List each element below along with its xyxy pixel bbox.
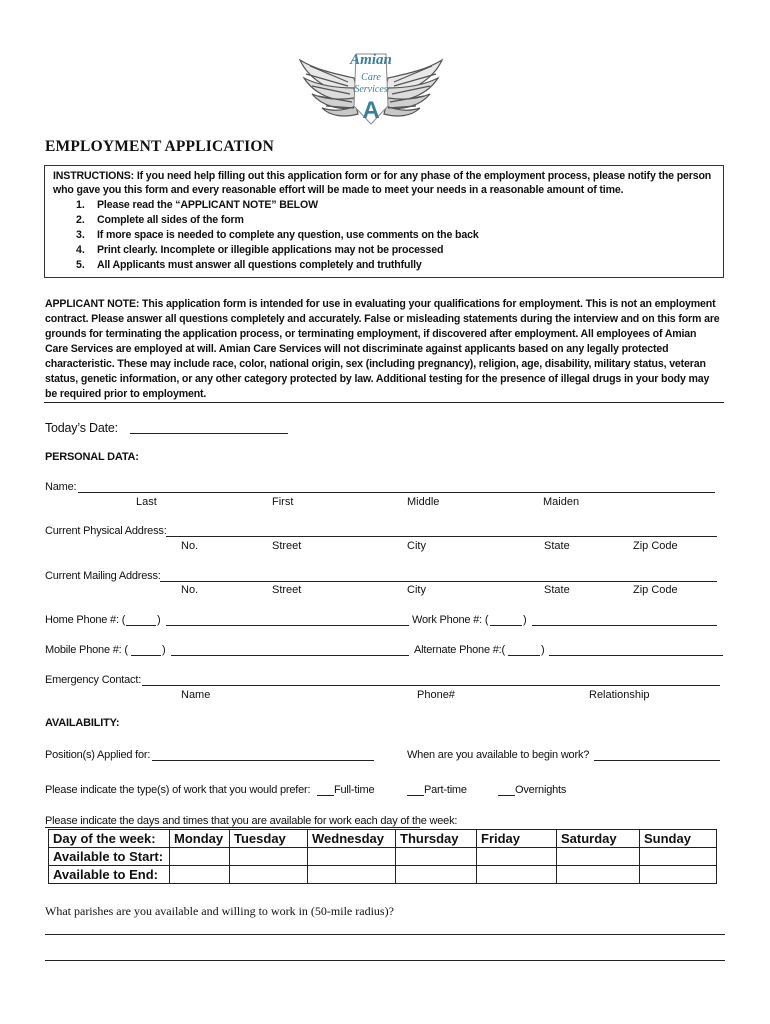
name-label: Name:	[45, 481, 77, 493]
instructions-line-1: INSTRUCTIONS: If you need help filling out this application form or for any phase of the employment process, please notify the person	[53, 170, 712, 182]
begin-work-field[interactable]	[594, 760, 720, 761]
availability-heading: AVAILABILITY:	[45, 717, 120, 729]
address-no-caption: No.	[181, 540, 199, 552]
address-zip-caption: Zip Code	[633, 584, 678, 596]
instructions-item-text: All Applicants must answer all questions completely and truthfully	[97, 259, 422, 271]
applicant-note-line: grounds for terminating the application process, or terminating employment, if discovered after employment. All employees of Amian	[45, 328, 697, 340]
day-header-sunday: Sunday	[640, 830, 717, 848]
start-cell-saturday[interactable]	[557, 848, 640, 866]
paren: )	[541, 644, 545, 656]
paren: )	[523, 614, 527, 626]
address-no-caption: No.	[181, 584, 199, 596]
name-maiden-caption: Maiden	[543, 496, 580, 508]
applicant-note-line: be required prior to employment.	[45, 388, 207, 400]
address-city-caption: City	[407, 540, 426, 552]
overnights-checkbox[interactable]	[498, 795, 515, 796]
address-street-caption: Street	[272, 540, 302, 552]
logo-text-amian: Amian	[350, 52, 392, 68]
logo-text-care: Care	[361, 72, 381, 83]
fulltime-option: Full-time	[334, 784, 375, 796]
row-header-end: Available to End:	[49, 866, 170, 884]
emergency-phone-caption: Phone#	[417, 689, 455, 701]
instructions-item-text: If more space is needed to complete any question, use comments on the back	[97, 229, 479, 241]
parishes-answer-line-2[interactable]	[45, 960, 725, 961]
start-cell-tuesday[interactable]	[230, 848, 308, 866]
emergency-contact-label: Emergency Contact:	[45, 674, 142, 686]
start-cell-friday[interactable]	[477, 848, 557, 866]
alternate-phone-area-code[interactable]	[508, 655, 540, 656]
applicant-note-line: characteristic. These may include race, color, national origin, sex (including pregnancy), religion, age, disability, military status, veteran	[45, 358, 706, 370]
alternate-phone-field[interactable]	[549, 655, 723, 656]
instructions-item-text: Print clearly. Incomplete or illegible applications may not be processed	[97, 244, 444, 256]
parishes-answer-line-1[interactable]	[45, 934, 725, 935]
day-header-saturday: Saturday	[557, 830, 640, 848]
address-zip-caption: Zip Code	[633, 540, 678, 552]
day-header-wednesday: Wednesday	[308, 830, 396, 848]
address-state-caption: State	[544, 584, 570, 596]
work-type-label: Please indicate the type(s) of work that you would prefer:	[45, 784, 311, 796]
start-cell-sunday[interactable]	[640, 848, 717, 866]
begin-work-label: When are you available to begin work?	[407, 749, 590, 761]
table-row	[49, 866, 717, 884]
days-prompt-underline	[45, 827, 420, 828]
mobile-phone-area-code[interactable]	[131, 655, 161, 656]
end-cell-monday[interactable]	[170, 866, 230, 884]
fulltime-checkbox[interactable]	[317, 795, 334, 796]
divider	[44, 402, 724, 403]
row-header-day: Day of the week:	[49, 830, 170, 848]
page-title: EMPLOYMENT APPLICATION	[45, 138, 275, 155]
parttime-option: Part-time	[424, 784, 467, 796]
home-phone-area-code[interactable]	[126, 625, 156, 626]
instructions-item-text: Complete all sides of the form	[97, 214, 244, 226]
address-state-caption: State	[544, 540, 570, 552]
day-header-thursday: Thursday	[396, 830, 477, 848]
address-street-caption: Street	[272, 584, 302, 596]
start-cell-wednesday[interactable]	[308, 848, 396, 866]
days-prompt: Please indicate the days and times that you are available for work each day of the week:	[45, 815, 458, 827]
instructions-item-number: 4.	[76, 244, 85, 256]
day-header-friday: Friday	[477, 830, 557, 848]
name-field[interactable]	[78, 492, 715, 493]
todays-date-label: Today’s Date:	[45, 421, 118, 435]
work-phone-label: Work Phone #: (	[412, 614, 489, 626]
instructions-item-number: 3.	[76, 229, 85, 241]
start-cell-monday[interactable]	[170, 848, 230, 866]
end-cell-thursday[interactable]	[396, 866, 477, 884]
end-cell-friday[interactable]	[477, 866, 557, 884]
end-cell-saturday[interactable]	[557, 866, 640, 884]
applicant-note-line: APPLICANT NOTE: This application form is intended for use in evaluating your qualifications for employment. This is not an employment	[45, 298, 716, 310]
physical-address-label: Current Physical Address:	[45, 525, 167, 537]
table-row	[49, 848, 717, 866]
work-phone-field[interactable]	[532, 625, 717, 626]
logo-letter: A	[362, 97, 380, 124]
instructions-item-number: 5.	[76, 259, 85, 271]
alternate-phone-label: Alternate Phone #:(	[414, 644, 505, 656]
instructions-item-number: 2.	[76, 214, 85, 226]
applicant-note-line: Care Services are employed at will. Amian Care Services will not discriminate against applicants based on any legally protected	[45, 343, 669, 355]
mailing-address-label: Current Mailing Address:	[45, 570, 161, 582]
work-phone-area-code[interactable]	[490, 625, 522, 626]
name-last-caption: Last	[136, 496, 157, 508]
todays-date-field[interactable]	[130, 433, 288, 434]
personal-data-heading: PERSONAL DATA:	[45, 451, 139, 463]
day-header-tuesday: Tuesday	[230, 830, 308, 848]
overnights-option: Overnights	[515, 784, 567, 796]
name-first-caption: First	[272, 496, 294, 508]
instructions-item-number: 1.	[76, 199, 85, 211]
paren: )	[162, 644, 166, 656]
availability-table	[48, 829, 717, 884]
positions-label: Position(s) Applied for:	[45, 749, 151, 761]
day-header-monday: Monday	[170, 830, 230, 848]
name-middle-caption: Middle	[407, 496, 440, 508]
company-logo	[296, 44, 446, 130]
applicant-note-line: contract. Please answer all questions completely and accurately. False or misleading statements during the interview and on this form are	[45, 313, 720, 325]
address-city-caption: City	[407, 584, 426, 596]
end-cell-wednesday[interactable]	[308, 866, 396, 884]
parttime-checkbox[interactable]	[407, 795, 424, 796]
mailing-address-field[interactable]	[160, 581, 717, 582]
applicant-note-line: status, genetic information, or any other category protected by law. Additional testing for the presence of illegal drugs in your body may	[45, 373, 710, 385]
mobile-phone-field[interactable]	[171, 655, 409, 656]
table-row	[49, 830, 717, 848]
instructions-item-text: Please read the “APPLICANT NOTE” BELOW	[97, 199, 318, 211]
end-cell-sunday[interactable]	[640, 866, 717, 884]
home-phone-label: Home Phone #: (	[45, 614, 126, 626]
mobile-phone-label: Mobile Phone #: (	[45, 644, 128, 656]
positions-field[interactable]	[152, 760, 374, 761]
emergency-name-caption: Name	[181, 689, 211, 701]
row-header-start: Available to Start:	[49, 848, 170, 866]
physical-address-field[interactable]	[166, 536, 717, 537]
logo-text-services: Services	[354, 84, 388, 95]
parishes-question: What parishes are you available and willing to work in (50-mile radius)?	[45, 904, 394, 918]
emergency-contact-field[interactable]	[142, 685, 720, 686]
emergency-relationship-caption: Relationship	[589, 689, 650, 701]
instructions-line-2: who gave you this form and every reasonable effort will be made to meet your needs in a reasonable amount of time.	[53, 184, 624, 196]
home-phone-field[interactable]	[166, 625, 409, 626]
paren: )	[157, 614, 161, 626]
start-cell-thursday[interactable]	[396, 848, 477, 866]
end-cell-tuesday[interactable]	[230, 866, 308, 884]
